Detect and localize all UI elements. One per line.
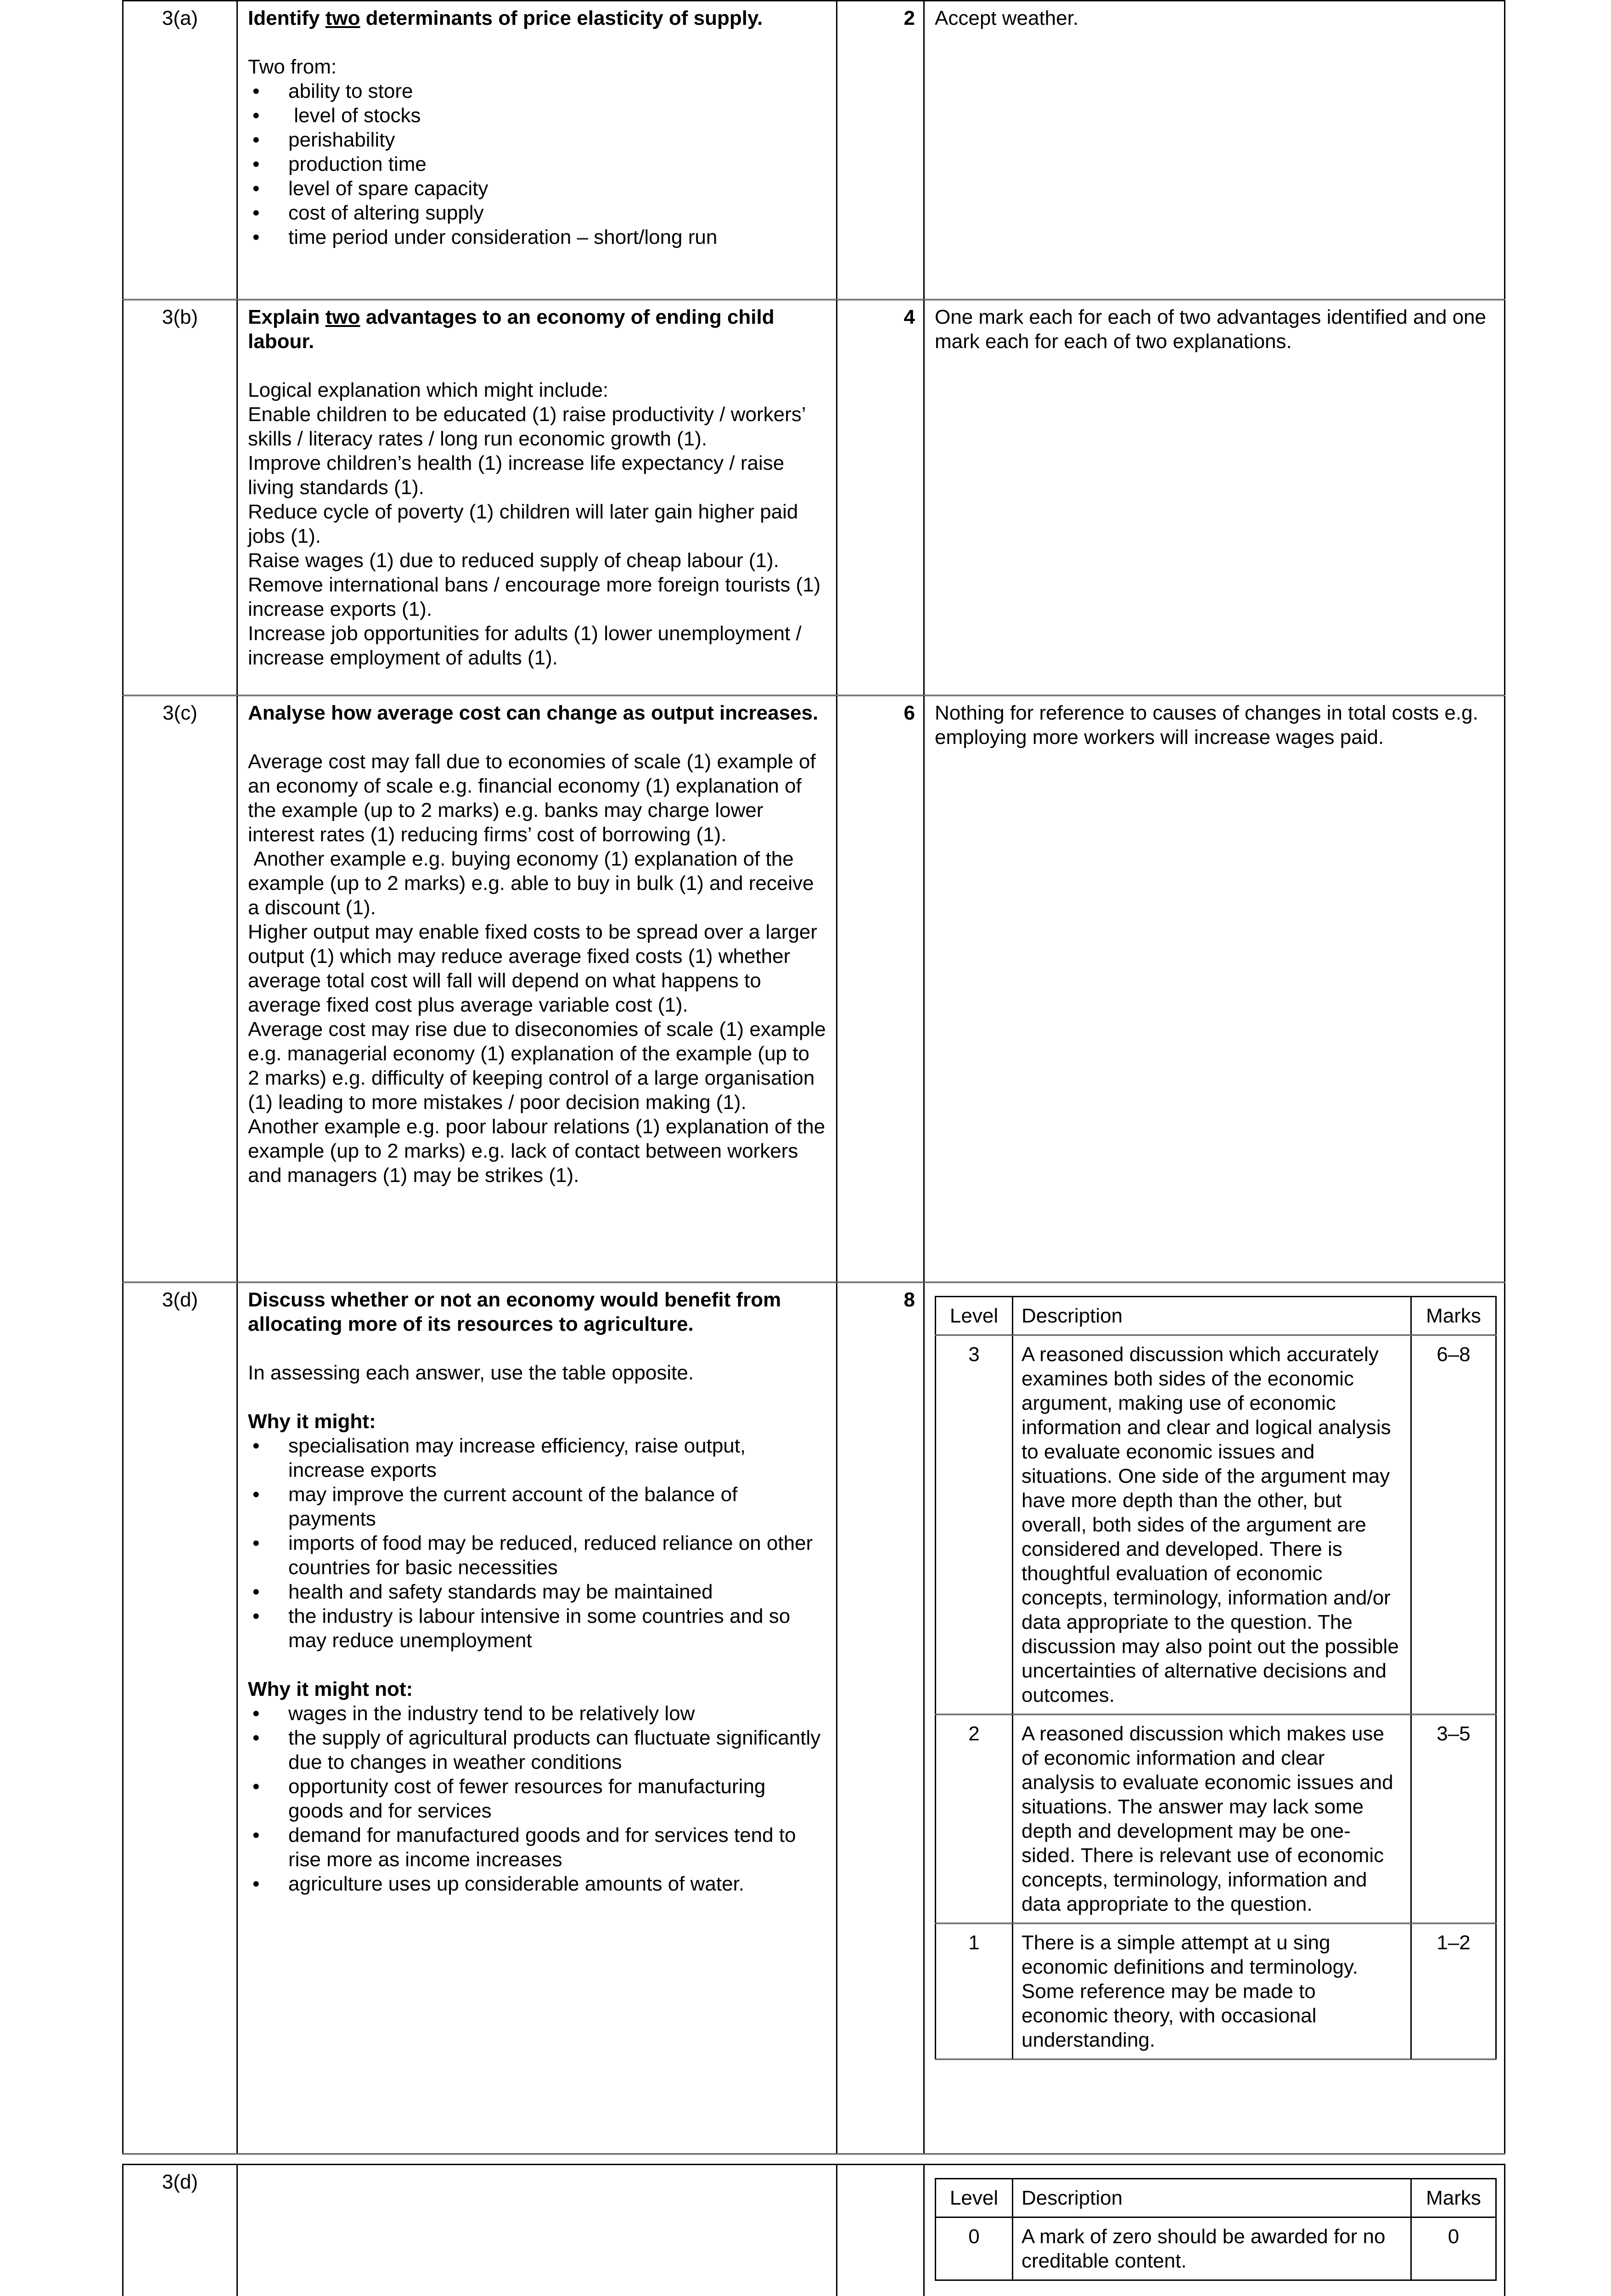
bullet-item: • time period under consideration – short/long run bbox=[248, 225, 826, 249]
question-text: Analyse how average cost can change as output increases. bbox=[248, 702, 819, 724]
marks-cell: 2 bbox=[837, 1, 924, 300]
answer-line: Another example e.g. poor labour relations (1) explanation of the example (up to 2 marks) e.g. lack of contact between workers and managers (1) may be strikes (1). bbox=[248, 1115, 825, 1187]
level-row bbox=[936, 1924, 1496, 2060]
bullet-item: • production time bbox=[248, 152, 826, 176]
bullet-item: • agriculture uses up considerable amounts of water. bbox=[248, 1872, 826, 1896]
answer-cell bbox=[237, 1283, 837, 2154]
description-header: Description bbox=[1013, 2179, 1411, 2217]
level-row bbox=[936, 2217, 1496, 2280]
level-description: A reasoned discussion which accurately examines both sides of the economic argument, making use of economic information and clear and logical analysis to evaluate economic issues and situations. One side of the argument may have more depth than the other, but overall, both sides of the argument are considered and developed. There is thoughtful evaluation of economic concepts, terminology, information and/or data appropriate to the question. The discussion may also point out the possible uncertainties of alternative decisions and outcomes. bbox=[1013, 1335, 1411, 1715]
answer-line: Raise wages (1) due to reduced supply of cheap labour (1). bbox=[248, 549, 779, 572]
level-number: 3 bbox=[936, 1335, 1013, 1715]
bullet-item: • health and safety standards may be maintained bbox=[248, 1580, 826, 1604]
levels-table bbox=[935, 1296, 1497, 2060]
question-number: 3(d) bbox=[123, 1283, 237, 2154]
why-it-might-heading: Why it might: bbox=[248, 1410, 376, 1433]
description-header: Description bbox=[1013, 1297, 1411, 1335]
level-header: Level bbox=[936, 1297, 1013, 1335]
why-it-might-not-bullets bbox=[248, 1701, 826, 1896]
question-row-3b bbox=[123, 300, 1505, 696]
answer-cell bbox=[237, 1, 837, 300]
level-marks: 0 bbox=[1411, 2217, 1496, 2280]
bullet-item: • opportunity cost of fewer resources for manufacturing goods and for services bbox=[248, 1774, 826, 1823]
bullet-item: • the supply of agricultural products can fluctuate significantly due to changes in weather conditions bbox=[248, 1726, 826, 1774]
answer-intro: Logical explanation which might include: bbox=[248, 379, 609, 401]
question-number: 3(b) bbox=[123, 300, 237, 696]
guidance-cell: One mark each for each of two advantages identified and one mark each for each of two explanations. bbox=[924, 300, 1505, 696]
guidance-cell: Nothing for reference to causes of changes in total costs e.g. employing more workers will increase wages paid. bbox=[924, 696, 1505, 1283]
mark-scheme-table bbox=[122, 0, 1505, 2155]
level-header: Level bbox=[936, 2179, 1013, 2217]
why-it-might-bullets bbox=[248, 1434, 826, 1653]
level-description: A mark of zero should be awarded for no creditable content. bbox=[1013, 2217, 1411, 2280]
bullet-item: • the industry is labour intensive in some countries and so may reduce unemployment bbox=[248, 1604, 826, 1653]
bullet-item: • perishability bbox=[248, 128, 826, 152]
bullet-item: • specialisation may increase efficiency, raise output, increase exports bbox=[248, 1434, 826, 1482]
answer-line: Higher output may enable fixed costs to be spread over a larger output (1) which may reduce average fixed costs (1) whether average total cost will fall will depend on what happens to average fixed cost plus average variable cost (1). bbox=[248, 921, 818, 1016]
question-row-3c bbox=[123, 696, 1505, 1283]
bullet-item: • level of spare capacity bbox=[248, 176, 826, 201]
guidance-cell bbox=[924, 1283, 1505, 2154]
level-number: 1 bbox=[936, 1924, 1013, 2060]
level-row bbox=[936, 1715, 1496, 1924]
answer-line: Enable children to be educated (1) raise productivity / workers’ skills / literacy rates / long run economic growth (1). bbox=[248, 403, 805, 450]
bullet-item: • demand for manufactured goods and for services tend to rise more as income increases bbox=[248, 1823, 826, 1872]
bullet-item: • level of stocks bbox=[248, 103, 826, 128]
question-number: 3(a) bbox=[123, 1, 237, 300]
marks-cell: 8 bbox=[837, 1283, 924, 2154]
mark-scheme-continuation-table bbox=[122, 2164, 1505, 2296]
question-text: Explain two advantages to an economy of ending child labour. bbox=[248, 306, 775, 353]
levels-header-row bbox=[936, 1297, 1496, 1335]
level-description: A reasoned discussion which makes use of economic information and clear analysis to evaluate economic issues and situations. The answer may lack some depth and development may be one-sided. There is relevant use of economic concepts, terminology, information and data appropriate to the question. bbox=[1013, 1715, 1411, 1924]
question-text: Discuss whether or not an economy would benefit from allocating more of its resources to agriculture. bbox=[248, 1289, 781, 1335]
marks-header: Marks bbox=[1411, 2179, 1496, 2217]
marks-cell: 4 bbox=[837, 300, 924, 696]
answer-line: Remove international bans / encourage more foreign tourists (1) increase exports (1). bbox=[248, 574, 821, 620]
answer-line: Reduce cycle of poverty (1) children will later gain higher paid jobs (1). bbox=[248, 501, 798, 547]
bullet-item: • cost of altering supply bbox=[248, 201, 826, 225]
answer-line: Improve children’s health (1) increase life expectancy / raise living standards (1). bbox=[248, 452, 785, 499]
answer-cell bbox=[237, 696, 837, 1283]
level-marks: 1–2 bbox=[1411, 1924, 1496, 2060]
answer-line: Another example e.g. buying economy (1) explanation of the example (up to 2 marks) e.g. able to buy in bulk (1) and receive a discount (1). bbox=[248, 848, 820, 919]
level-number: 0 bbox=[936, 2217, 1013, 2280]
answer-bullets bbox=[248, 79, 826, 249]
level-row bbox=[936, 1335, 1496, 1715]
level-marks: 6–8 bbox=[1411, 1335, 1496, 1715]
answer-cell bbox=[237, 2165, 837, 2296]
levels-table bbox=[935, 2178, 1497, 2281]
question-row-3a bbox=[123, 1, 1505, 300]
answer-line: Average cost may rise due to diseconomies of scale (1) example e.g. managerial economy (1) explanation of the example (up to 2 marks) e.g. difficulty of keeping control of a large organisation (1) leading to more mistakes / poor decision making (1). bbox=[248, 1018, 826, 1114]
question-number: 3(d) bbox=[123, 2165, 237, 2296]
answer-line: Increase job opportunities for adults (1) lower unemployment / increase employment of adults (1). bbox=[248, 622, 802, 669]
level-description: There is a simple attempt at u sing economic definitions and terminology. Some reference may be made to economic theory, with occasional understanding. bbox=[1013, 1924, 1411, 2060]
marks-cell: 6 bbox=[837, 696, 924, 1283]
guidance-cell bbox=[924, 2165, 1505, 2296]
answer-cell bbox=[237, 300, 837, 696]
bullet-item: • may improve the current account of the balance of payments bbox=[248, 1482, 826, 1531]
question-row-3d-continued bbox=[123, 2165, 1505, 2296]
question-row-3d bbox=[123, 1283, 1505, 2154]
why-it-might-not-heading: Why it might not: bbox=[248, 1678, 413, 1700]
question-text: Identify two determinants of price elasticity of supply. bbox=[248, 7, 763, 29]
bullet-item: • wages in the industry tend to be relatively low bbox=[248, 1701, 826, 1726]
guidance-cell: Accept weather. bbox=[924, 1, 1505, 300]
answer-intro: In assessing each answer, use the table opposite. bbox=[248, 1362, 694, 1384]
bullet-item: • ability to store bbox=[248, 79, 826, 103]
level-number: 2 bbox=[936, 1715, 1013, 1924]
answer-line: Average cost may fall due to economies of scale (1) example of an economy of scale e.g. financial economy (1) explanation of the example (up to 2 marks) e.g. banks may charge lower interest rates (1) reducing firms’ cost of borrowing (1). bbox=[248, 750, 816, 846]
marks-cell bbox=[837, 2165, 924, 2296]
question-number: 3(c) bbox=[123, 696, 237, 1283]
levels-header-row bbox=[936, 2179, 1496, 2217]
bullet-item: • imports of food may be reduced, reduced reliance on other countries for basic necessities bbox=[248, 1531, 826, 1580]
answer-intro: Two from: bbox=[248, 56, 337, 78]
level-marks: 3–5 bbox=[1411, 1715, 1496, 1924]
marks-header: Marks bbox=[1411, 1297, 1496, 1335]
